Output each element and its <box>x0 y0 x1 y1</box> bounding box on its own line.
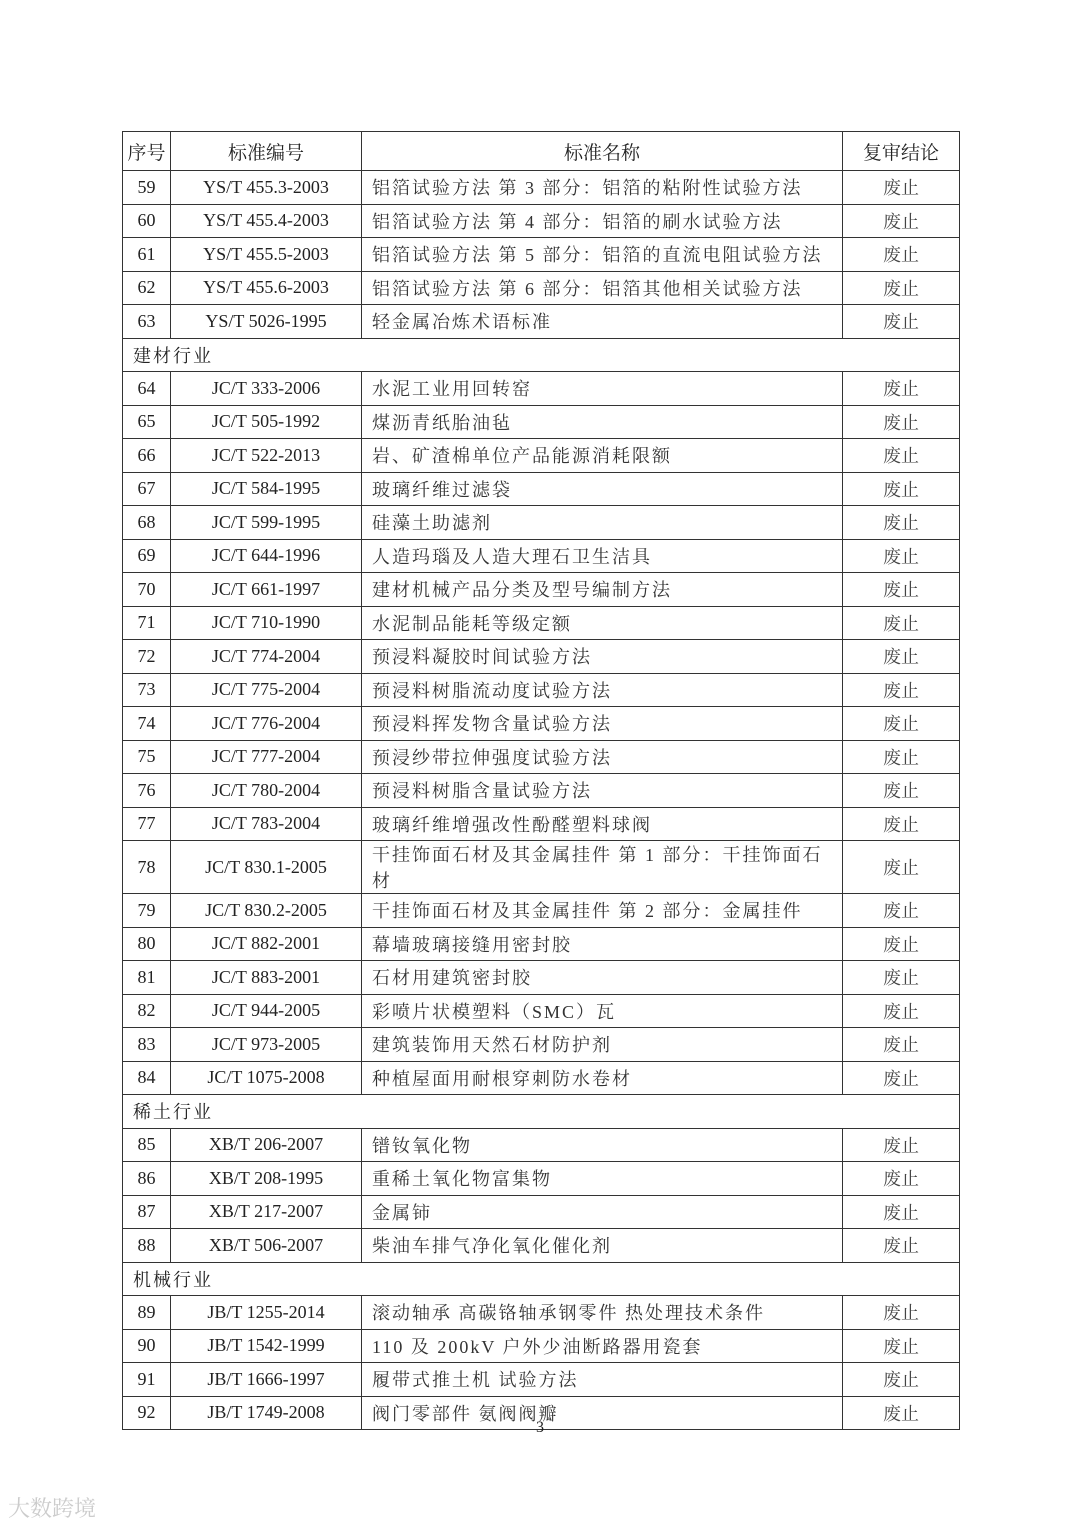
row-no: 70 <box>123 573 171 607</box>
row-name: 建筑装饰用天然石材防护剂 <box>362 1028 843 1062</box>
row-no: 71 <box>123 606 171 640</box>
table-header <box>123 132 960 171</box>
row-name: 滚动轴承 高碳铬轴承钢零件 热处理技术条件 <box>362 1296 843 1330</box>
row-no: 60 <box>123 204 171 238</box>
header-code: 标准编号 <box>171 132 362 171</box>
table-row <box>123 606 960 640</box>
row-name: 彩喷片状模塑料（SMC）瓦 <box>362 994 843 1028</box>
row-code: YS/T 5026-1995 <box>171 305 362 339</box>
table-row <box>123 927 960 961</box>
row-no: 82 <box>123 994 171 1028</box>
table-row <box>123 673 960 707</box>
row-result: 废止 <box>843 673 960 707</box>
row-code: JB/T 1255-2014 <box>171 1296 362 1330</box>
row-name: 干挂饰面石材及其金属挂件 第 1 部分：干挂饰面石材 <box>362 841 843 894</box>
row-result: 废止 <box>843 305 960 339</box>
row-no: 77 <box>123 807 171 841</box>
row-name: 石材用建筑密封胶 <box>362 961 843 995</box>
row-code: JC/T 973-2005 <box>171 1028 362 1062</box>
row-name: 阀门零部件 氨阀阀瓣 <box>362 1396 843 1430</box>
row-code: XB/T 208-1995 <box>171 1162 362 1196</box>
table-row <box>123 807 960 841</box>
row-no: 59 <box>123 171 171 205</box>
table-row <box>123 640 960 674</box>
row-code: JB/T 1749-2008 <box>171 1396 362 1430</box>
row-result: 废止 <box>843 271 960 305</box>
row-result: 废止 <box>843 1162 960 1196</box>
section-label: 建材行业 <box>123 338 960 372</box>
row-result: 废止 <box>843 740 960 774</box>
row-name: 镨钕氧化物 <box>362 1128 843 1162</box>
row-no: 66 <box>123 439 171 473</box>
table-row <box>123 305 960 339</box>
row-result: 废止 <box>843 539 960 573</box>
row-name: 重稀土氧化物富集物 <box>362 1162 843 1196</box>
row-no: 86 <box>123 1162 171 1196</box>
row-no: 79 <box>123 894 171 928</box>
row-no: 67 <box>123 472 171 506</box>
row-result: 废止 <box>843 1363 960 1397</box>
table-row <box>123 894 960 928</box>
page-number: 3 <box>536 1419 544 1436</box>
row-name: 水泥制品能耗等级定额 <box>362 606 843 640</box>
header-no: 序号 <box>123 132 171 171</box>
row-name: 幕墙玻璃接缝用密封胶 <box>362 927 843 961</box>
row-result: 废止 <box>843 606 960 640</box>
row-no: 84 <box>123 1061 171 1095</box>
table-row <box>123 271 960 305</box>
table-row <box>123 841 960 894</box>
row-result: 废止 <box>843 405 960 439</box>
row-code: YS/T 455.3-2003 <box>171 171 362 205</box>
row-no: 65 <box>123 405 171 439</box>
row-result: 废止 <box>843 841 960 894</box>
row-code: XB/T 206-2007 <box>171 1128 362 1162</box>
row-name: 铝箔试验方法 第 3 部分：铝箔的粘附性试验方法 <box>362 171 843 205</box>
row-code: JC/T 774-2004 <box>171 640 362 674</box>
row-result: 废止 <box>843 238 960 272</box>
row-code: XB/T 506-2007 <box>171 1229 362 1263</box>
row-result: 废止 <box>843 204 960 238</box>
table-row <box>123 573 960 607</box>
row-code: JC/T 710-1990 <box>171 606 362 640</box>
row-code: JB/T 1666-1997 <box>171 1363 362 1397</box>
row-code: JC/T 783-2004 <box>171 807 362 841</box>
row-no: 89 <box>123 1296 171 1330</box>
row-no: 88 <box>123 1229 171 1263</box>
table-row <box>123 472 960 506</box>
row-result: 废止 <box>843 1195 960 1229</box>
row-name: 岩、矿渣棉单位产品能源消耗限额 <box>362 439 843 473</box>
table-row <box>123 740 960 774</box>
row-code: JC/T 1075-2008 <box>171 1061 362 1095</box>
row-no: 81 <box>123 961 171 995</box>
row-code: JC/T 661-1997 <box>171 573 362 607</box>
row-name: 履带式推土机 试验方法 <box>362 1363 843 1397</box>
row-name: 110 及 200kV 户外少油断路器用瓷套 <box>362 1329 843 1363</box>
row-code: JC/T 333-2006 <box>171 372 362 406</box>
row-code: JC/T 599-1995 <box>171 506 362 540</box>
row-name: 柴油车排气净化氧化催化剂 <box>362 1229 843 1263</box>
table-row <box>123 1128 960 1162</box>
row-no: 69 <box>123 539 171 573</box>
row-code: JB/T 1542-1999 <box>171 1329 362 1363</box>
row-result: 废止 <box>843 472 960 506</box>
row-name: 预浸料树脂含量试验方法 <box>362 774 843 808</box>
row-no: 92 <box>123 1396 171 1430</box>
row-no: 78 <box>123 841 171 894</box>
row-name: 铝箔试验方法 第 5 部分：铝箔的直流电阻试验方法 <box>362 238 843 272</box>
row-result: 废止 <box>843 707 960 741</box>
row-no: 83 <box>123 1028 171 1062</box>
row-code: JC/T 777-2004 <box>171 740 362 774</box>
table-row <box>123 1162 960 1196</box>
row-code: XB/T 217-2007 <box>171 1195 362 1229</box>
row-result: 废止 <box>843 927 960 961</box>
table-row <box>123 1329 960 1363</box>
row-name: 铝箔试验方法 第 4 部分：铝箔的刷水试验方法 <box>362 204 843 238</box>
row-name: 水泥工业用回转窑 <box>362 372 843 406</box>
row-name: 人造玛瑙及人造大理石卫生洁具 <box>362 539 843 573</box>
row-result: 废止 <box>843 994 960 1028</box>
row-result: 废止 <box>843 1128 960 1162</box>
row-no: 62 <box>123 271 171 305</box>
section-row <box>123 1095 960 1129</box>
row-code: JC/T 776-2004 <box>171 707 362 741</box>
table-row <box>123 1195 960 1229</box>
row-code: JC/T 830.2-2005 <box>171 894 362 928</box>
header-result: 复审结论 <box>843 132 960 171</box>
row-name: 玻璃纤维过滤袋 <box>362 472 843 506</box>
row-name: 预浸纱带拉伸强度试验方法 <box>362 740 843 774</box>
standards-table <box>122 131 960 1430</box>
row-no: 64 <box>123 372 171 406</box>
section-row <box>123 1262 960 1296</box>
table-row <box>123 439 960 473</box>
row-name: 铝箔试验方法 第 6 部分：铝箔其他相关试验方法 <box>362 271 843 305</box>
table-row <box>123 506 960 540</box>
table-row <box>123 171 960 205</box>
row-result: 废止 <box>843 439 960 473</box>
row-no: 87 <box>123 1195 171 1229</box>
row-code: JC/T 882-2001 <box>171 927 362 961</box>
table-row <box>123 994 960 1028</box>
table-row <box>123 1028 960 1062</box>
row-no: 76 <box>123 774 171 808</box>
row-code: YS/T 455.4-2003 <box>171 204 362 238</box>
row-no: 72 <box>123 640 171 674</box>
section-label: 机械行业 <box>123 1262 960 1296</box>
row-result: 废止 <box>843 506 960 540</box>
row-no: 68 <box>123 506 171 540</box>
table-row <box>123 238 960 272</box>
row-result: 废止 <box>843 961 960 995</box>
row-name: 金属铈 <box>362 1195 843 1229</box>
table-row <box>123 405 960 439</box>
table-row <box>123 204 960 238</box>
row-code: JC/T 944-2005 <box>171 994 362 1028</box>
row-name: 玻璃纤维增强改性酚醛塑料球阀 <box>362 807 843 841</box>
table-row <box>123 961 960 995</box>
row-name: 硅藻土助滤剂 <box>362 506 843 540</box>
section-row <box>123 338 960 372</box>
row-no: 90 <box>123 1329 171 1363</box>
row-code: JC/T 883-2001 <box>171 961 362 995</box>
row-result: 废止 <box>843 573 960 607</box>
table-row <box>123 1296 960 1330</box>
row-code: JC/T 830.1-2005 <box>171 841 362 894</box>
table-row <box>123 1229 960 1263</box>
row-result: 废止 <box>843 1061 960 1095</box>
header-name: 标准名称 <box>362 132 843 171</box>
row-no: 91 <box>123 1363 171 1397</box>
row-name: 轻金属冶炼术语标准 <box>362 305 843 339</box>
row-result: 废止 <box>843 640 960 674</box>
row-code: JC/T 780-2004 <box>171 774 362 808</box>
row-no: 73 <box>123 673 171 707</box>
row-result: 废止 <box>843 171 960 205</box>
row-no: 80 <box>123 927 171 961</box>
row-code: JC/T 522-2013 <box>171 439 362 473</box>
table-row <box>123 1363 960 1397</box>
table-row <box>123 1061 960 1095</box>
table-row <box>123 774 960 808</box>
row-result: 废止 <box>843 1028 960 1062</box>
row-name: 预浸料挥发物含量试验方法 <box>362 707 843 741</box>
row-code: JC/T 644-1996 <box>171 539 362 573</box>
row-result: 废止 <box>843 894 960 928</box>
row-name: 干挂饰面石材及其金属挂件 第 2 部分：金属挂件 <box>362 894 843 928</box>
row-result: 废止 <box>843 1296 960 1330</box>
row-result: 废止 <box>843 774 960 808</box>
row-name: 预浸料凝胶时间试验方法 <box>362 640 843 674</box>
table-row <box>123 372 960 406</box>
row-result: 废止 <box>843 1329 960 1363</box>
row-no: 61 <box>123 238 171 272</box>
row-no: 75 <box>123 740 171 774</box>
row-no: 85 <box>123 1128 171 1162</box>
row-code: JC/T 505-1992 <box>171 405 362 439</box>
watermark: 大数跨境 <box>8 1497 97 1522</box>
row-result: 废止 <box>843 372 960 406</box>
row-result: 废止 <box>843 1396 960 1430</box>
row-code: YS/T 455.6-2003 <box>171 271 362 305</box>
row-code: YS/T 455.5-2003 <box>171 238 362 272</box>
row-name: 种植屋面用耐根穿刺防水卷材 <box>362 1061 843 1095</box>
row-no: 63 <box>123 305 171 339</box>
section-label: 稀土行业 <box>123 1095 960 1129</box>
table-row <box>123 707 960 741</box>
row-code: JC/T 584-1995 <box>171 472 362 506</box>
row-result: 废止 <box>843 807 960 841</box>
row-result: 废止 <box>843 1229 960 1263</box>
table-row <box>123 539 960 573</box>
row-no: 74 <box>123 707 171 741</box>
row-code: JC/T 775-2004 <box>171 673 362 707</box>
row-name: 煤沥青纸胎油毡 <box>362 405 843 439</box>
row-name: 建材机械产品分类及型号编制方法 <box>362 573 843 607</box>
row-name: 预浸料树脂流动度试验方法 <box>362 673 843 707</box>
